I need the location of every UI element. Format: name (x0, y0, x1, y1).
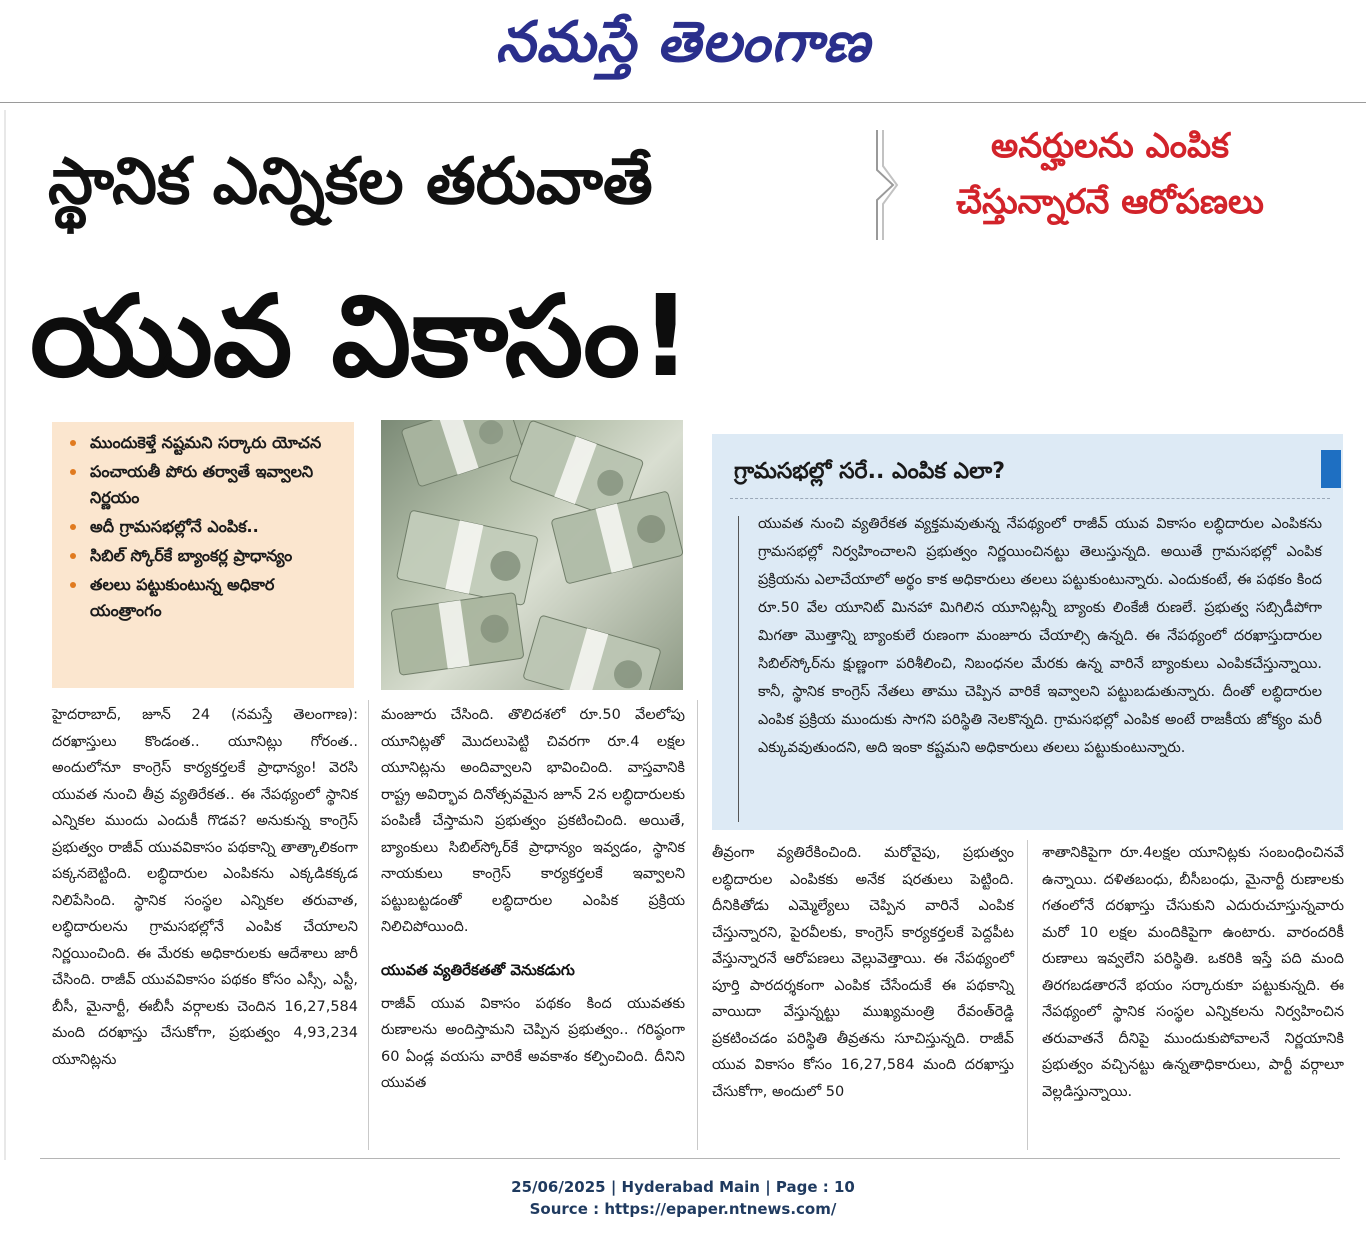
highlight-item: తలలు పట్టుకుంటున్న అధికార యంత్రాంగం (64, 572, 344, 624)
column-divider (368, 700, 369, 1150)
side-kicker (905, 118, 1315, 230)
infobox-divider (730, 498, 1330, 499)
bracket-ornament (873, 130, 899, 240)
source-link[interactable]: Source : https://epaper.ntnews.com/ (529, 1200, 837, 1218)
kicker-headline: స్థానిక ఎన్నికల తరువాతే (48, 145, 653, 219)
masthead (0, 0, 1366, 100)
infobox-marker (1321, 450, 1341, 488)
footer (0, 1176, 1366, 1220)
masthead-divider (0, 102, 1366, 103)
currency-bundles-photo (381, 420, 683, 690)
sub-heading: యువత వ్యతిరేకతతో వెనుకడుగు (381, 960, 575, 979)
column-text: హైదరాబాద్, జూన్ 24 (నమస్తే తెలంగాణ): దరఖాస్తులు కొండంత.. యూనిట్లు గోరంత.. అందులోనూ కాంగ్రెస్ కార్యకర్తలకే ప్రాధాన్యం! వెరసి యువత నుంచి తీవ్ర వ్యతిరేకత.. ఈ నేపథ్యంలో స్థానిక ఎన్నికల ముందు ఎందుకీ గొడవ? అనుకున్న కాంగ్రెస్ ప్రభుత్వం రాజీవ్ యువవికాసం పథకాన్ని తాత్కాలికంగా పక్కనబెట్టింది. లబ్ధిదారుల ఎంపికను ఎక్కడికక్కడ నిలిపేసింది. స్థానిక సంస్థల ఎన్నికల తరువాత, లబ్ధిదారులను గ్రామసభల్లోనే ఎంపిక చేయాలని నిర్ణయించింది. ఈ మేరకు అధికారులకు ఆదేశాలు జారీ చేసింది. రాజీవ్ యువవికాసం పథకం కోసం ఎస్సీ, ఎస్టీ, బీసీ, మైనార్టీ, ఈబీసీ వర్గాలకు చెందిన 16,27,584 మంది దరఖాస్తు చేసుకోగా, ప్రభుత్వం 4,93,234 యూనిట్లను (52, 707, 358, 1068)
column-text: తీవ్రంగా వ్యతిరేకించింది. మరోవైపు, ప్రభుత్వం లబ్ధిదారుల ఎంపికకు అనేక షరతులు పెట్టింది. దీనికితోడు ఎమ్మెల్యేలు చెప్పిన వారినే ఎంపిక చేస్తున్నారని, పైరవీలకు, కాంగ్రెస్ కార్యకర్తలకే పెద్దపీట వేస్తున్నారనే ఆరోపణలు వెల్లువెత్తాయి. ఈ నేపథ్యంలో పూర్తి పారదర్శకంగా ఎంపిక చేసేందుకే ఈ పథకాన్ని వాయిదా వేస్తున్నట్టు ముఖ్యమంత్రి రేవంత్‌రెడ్డి ప్రకటించడం పరిస్థితి తీవ్రతను సూచిస్తున్నది. రాజీవ్ యువ వికాసం కోసం 16,27,584 మంది దరఖాస్తు చేసుకోగా, అందులో 50 (712, 845, 1014, 1100)
column-text: మంజూరు చేసింది. తొలిదశలో రూ.50 వేలలోపు యూనిట్లతో మొదలుపెట్టి చివరగా రూ.4 లక్షల యూనిట్లను అందివ్వాలని భావించింది. వాస్తవానికి రాష్ట్ర అవిర్భావ దినోత్సవమైన జూన్ 2న లబ్ధిదారులకు పంపిణీ చేస్తామని ప్రభుత్వం ప్రకటించింది. అయితే, బ్యాంకులు సిబిల్‌స్కోర్‌కే ప్రాధాన్యం ఇవ్వడం, స్థానిక నాయకులు కాంగ్రెస్ కార్యకర్తలకే ఇవ్వాలని పట్టుబట్టడంతో లబ్ధిదారుల ఎంపిక ప్రక్రియ నిలిచిపోయింది. (381, 707, 685, 935)
article-column-4 (1042, 840, 1344, 1105)
highlight-item: సిబిల్ స్కోర్‌కే బ్యాంకర్ల ప్రాధాన్యం (64, 543, 344, 569)
article-column-3 (712, 840, 1014, 1105)
footer-divider (40, 1158, 1340, 1159)
side-kicker-line-1: అనర్హులను ఎంపిక (991, 126, 1229, 166)
column-divider (697, 700, 698, 1150)
main-headline: యువ వికాసం! (30, 272, 692, 402)
column-text: రాజీవ్ యువ వికాసం పథకం కింద యువతకు రుణాలను అందిస్తామని చెప్పిన ప్రభుత్వం.. గరిష్ఠంగా 60 ఏండ్ల వయసు వారికే అవకాశం కల్పించింది. దీనిని యువత (381, 995, 685, 1091)
side-kicker-line-2: చేస్తున్నారనే ఆరోపణలు (956, 182, 1264, 222)
article-column-2 (381, 702, 685, 1097)
column-text: శాతానికిపైగా రూ.4లక్షల యూనిట్లకు సంబంధించినవే ఉన్నాయి. దళితబంధు, బీసీబంధు, మైనార్టీ రుణాలకు గతంలోనే దరఖాస్తు చేసుకుని ఎదురుచూస్తున్నవారు మరో 10 లక్షల మందికిపైగా ఉంటారు. వారందరికీ రుణాలు ఇవ్వలేని పరిస్థితి. ఒకరికి ఇస్తే పది మంది తిరగబడతారనే భయం సర్కారుకూ పట్టుకున్నది. ఈ నేపథ్యంలో స్థానిక సంస్థల ఎన్నికలను నిర్వహించిన తరువాతనే దీనిపై ముందుకుపోవాలనే నిర్ణయానికి ప్రభుత్వం వచ్చినట్టు ఉన్నతాధికారులు, పార్టీ వర్గాలూ వెల్లడిస్తున్నాయి. (1042, 845, 1344, 1100)
infobox-title: గ్రామసభల్లో సరే.. ఎంపిక ఎలా? (734, 459, 1005, 484)
article-column-1 (52, 702, 358, 1073)
infobox-quote-bar (738, 516, 739, 822)
highlight-item: అదీ గ్రామసభల్లోనే ఎంపిక.. (64, 514, 344, 540)
edition-info: 25/06/2025 | Hyderabad Main | Page : 10 (511, 1178, 855, 1196)
infobox-body: యువత నుంచి వ్యతిరేకత వ్యక్తమవుతున్న నేపథ్యంలో రాజీవ్ యువ వికాసం లబ్ధిదారుల ఎంపికను గ్రామసభల్లో నిర్వహించాలని ప్రభుత్వం నిర్ణయించినట్టు తెలుస్తున్నది. అయితే గ్రామసభల్లో ఎంపిక ప్రక్రియను ఎలాచేయాలో అర్థం కాక అధికారులు తలలు పట్టుకుంటున్నారు. ఎందుకంటే, ఈ పథకం కింద రూ.50 వేల యూనిట్ మినహా మిగిలిన యూనిట్లన్నీ బ్యాంకు లింకేజీ రుణలే. ప్రభుత్వ సబ్సిడీపోగా మిగతా మొత్తాన్ని బ్యాంకులే రుణంగా మంజూరు చేయాల్సి ఉన్నది. ఈ నేపథ్యంలో దరఖాస్తుదారుల సిబిల్‌స్కోర్‌ను క్షుణ్ణంగా పరిశీలించి, నిబంధనల మేరకు ఉన్న వారినే బ్యాంకులు ఎంపికచేస్తున్నాయి. కానీ, స్థానిక కాంగ్రెస్ నేతలు తాము చెప్పిన వారికే ఇవ్వాలని పట్టుబడుతున్నారు. దీంతో లబ్ధిదారుల ఎంపిక ప్రక్రియ ముందుకు సాగని పరిస్థితి నెలకొన్నది. గ్రామసభల్లో ఎంపిక అంటే రాజకీయ జోక్యం మరీ ఎక్కువవుతుందని, అది ఇంకా కష్టమని అధికారులు తలలు పట్టుకుంటున్నారు. (758, 516, 1322, 756)
highlights-box (52, 422, 354, 688)
highlight-item: ముందుకెళ్తే నష్టమని సర్కారు యోచన (64, 430, 344, 456)
highlight-item: పంచాయతీ పోరు తర్వాతే ఇవ్వాలని నిర్ణయం (64, 459, 344, 511)
sidebar-infobox (712, 434, 1343, 830)
masthead-logo: నమస్తే తెలంగాణ (495, 9, 871, 75)
column-divider (1027, 840, 1028, 1150)
